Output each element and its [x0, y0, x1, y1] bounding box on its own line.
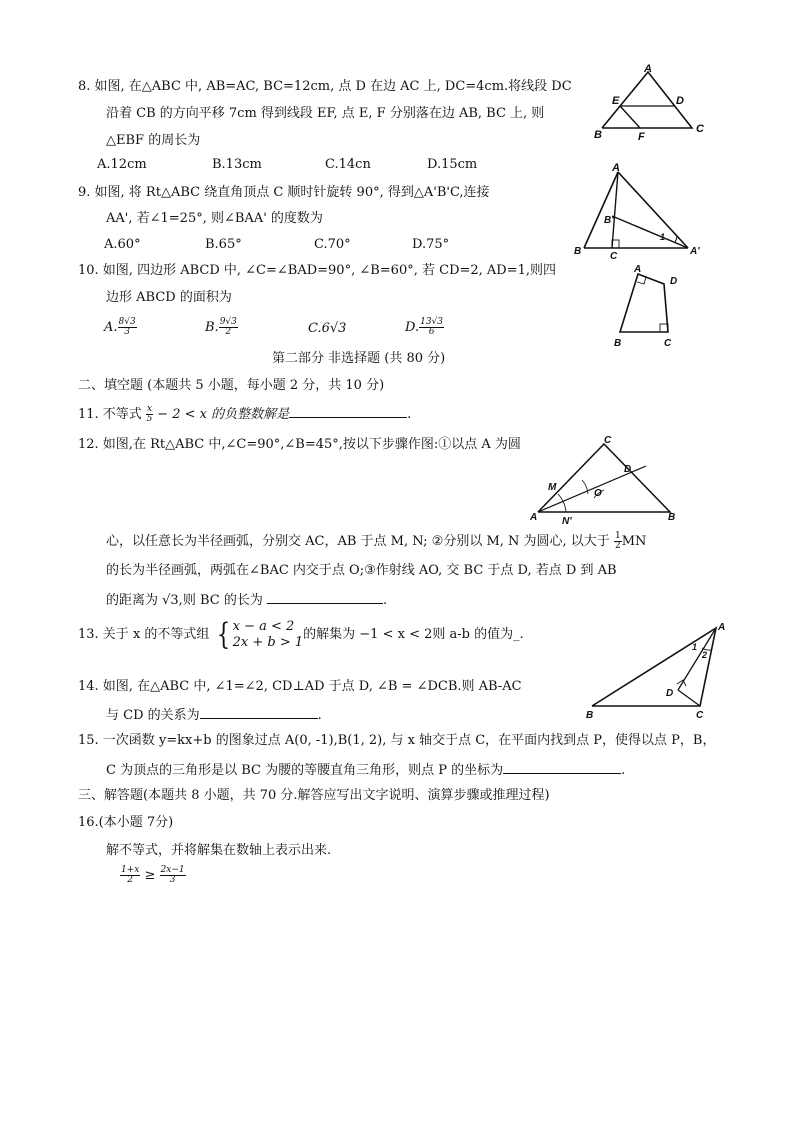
q8-label-f: F [638, 131, 645, 142]
q8-option-c: C.14cn [325, 157, 371, 172]
part2-title: 第二部分 非选择题 (共 80 分) [272, 351, 446, 366]
q12-answer-blank[interactable] [267, 590, 383, 604]
q9-figure [572, 160, 707, 260]
q10-label-a: A [634, 264, 642, 275]
q12-figure [528, 432, 688, 528]
q14-label-b: B [586, 710, 594, 721]
q14-answer-blank[interactable] [200, 705, 318, 719]
q10-line1: 10. 如图, 四边形 ABCD 中, ∠C=∠BAD=90°, ∠B=60°, 若 CD=2, AD=1,则四 [78, 263, 557, 278]
section3-heading: 三、解答题(本题共 8 小题，共 70 分.解答应写出文字说明、演算步骤或推理过程) [78, 788, 550, 803]
q16-instruction: 解不等式，并将解集在数轴上表示出来. [106, 843, 332, 858]
q12-label-d: D [624, 464, 632, 475]
q10-label-b: B [614, 338, 622, 349]
q15-line2: C 为顶点的三角形是以 BC 为腰的等腰直角三角形，则点 P 的坐标为 . [106, 760, 625, 780]
q14-label-angle2: 2 [702, 650, 708, 660]
q14-line1: 14. 如图, 在△ABC 中, ∠1=∠2, CD⊥AD 于点 D, ∠B = ∠DCB.则 AB-AC [78, 679, 522, 694]
q12-line3: 的长为半径画弧，两弧在∠BAC 内交于点 O;③作射线 AO, 交 BC 于点 D, 若点 D 到 AB [106, 563, 617, 578]
q9-option-d: D.75° [412, 237, 450, 252]
q12-label-b: B [668, 512, 676, 523]
q13-system: x − a < 2 2x + b > 1 [232, 618, 304, 650]
q12-label-c: C [604, 435, 612, 446]
q14-label-d: D [666, 688, 674, 699]
q9-label-c: C [610, 251, 618, 260]
q14-label-c: C [696, 710, 704, 721]
q12-label-n: N' [562, 516, 572, 527]
q8-label-c: C [696, 123, 704, 135]
q12-label-m: M [548, 482, 557, 493]
q8-label-a: A [644, 63, 652, 75]
q13-brace: { [216, 616, 230, 652]
q9-option-c: C.70° [314, 237, 351, 252]
q11-answer-blank[interactable] [289, 404, 407, 418]
q10-option-d: D. $\frac{13√3}{6}$ [405, 317, 444, 337]
q10-line2: 边形 ABCD 的面积为 [106, 290, 232, 305]
q10-label-c: C [664, 338, 672, 349]
q10-option-c: C.6√3 [308, 321, 347, 336]
q13-line: 13. 关于 x 的不等式组 { x − a < 2 2x + b > 1 的解集为 −1 < x < 2则 a-b 的值为_. [78, 616, 524, 652]
q12-label-o: O [594, 488, 602, 499]
q14-label-angle1: 1 [692, 642, 698, 652]
q8-line1: 8. 如图, 在△ABC 中, AB=AC, BC=12cm, 点 D 在边 AC 上, DC=4cm.将线段 DC [78, 79, 572, 94]
q8-option-a: A.12cm [97, 157, 147, 172]
q8-line3: △EBF 的周长为 [106, 133, 201, 148]
q9-line2: AA', 若∠1=25°, 则∠BAA' 的度数为 [106, 211, 323, 226]
q8-label-e: E [612, 95, 620, 107]
section2-heading: 二、填空题 (本题共 5 小题，每小题 2 分，共 10 分) [78, 378, 385, 393]
q10-figure [608, 262, 698, 352]
q12-line4: 的距离为 √3,则 BC 的长为 . [106, 590, 387, 610]
q8-label-d: D [676, 95, 684, 107]
q14-line2: 与 CD 的关系为 . [106, 705, 322, 725]
q10-option-a: A. $\frac{8√3}{3}$ [104, 317, 136, 337]
q9-label-b: B [574, 246, 582, 257]
q8-label-b: B [594, 129, 602, 141]
q12-line1: 12. 如图,在 Rt△ABC 中,∠C=90°,∠B=45°,按以下步骤作图:①以点 A 为圆 [78, 437, 521, 452]
q12-line2: 心，以任意长为半径画弧，分别交 AC，AB 于点 M, N; ②分别以 M, N 为圆心, 以大于 $\frac{1}{2}$ MN [106, 531, 647, 551]
q12-label-a: A [530, 512, 538, 523]
q16-title: 16.(本小题 7分) [78, 815, 174, 830]
q9-label-angle1: 1 [660, 232, 666, 242]
q14-label-a: A [718, 622, 726, 633]
q16-inequality: $\frac{1+x}{2}$ ≥ $\frac{2x-1}{3}$ [121, 865, 185, 885]
q9-line1: 9. 如图, 将 Rt△ABC 绕直角顶点 C 顺时针旋转 90°, 得到△A'B'C,连接 [78, 185, 490, 200]
q14-figure [582, 618, 732, 724]
q8-option-b: B.13cm [212, 157, 262, 172]
q9-option-b: B.65° [205, 237, 242, 252]
q11-line: 11. 不等式 $\frac{x}{5}$ − 2 < x 的负整数解是 . [78, 404, 412, 424]
q10-label-d: D [670, 276, 678, 287]
q9-label-a: A [612, 162, 620, 174]
q8-option-d: D.15cm [427, 157, 478, 172]
q8-line2: 沿着 CB 的方向平移 7cm 得到线段 EF, 点 E, F 分别落在边 AB, BC 上, 则 [106, 106, 545, 121]
q15-line1: 15. 一次函数 y=kx+b 的图象过点 A(0, -1),B(1, 2), 与 x 轴交于点 C，在平面内找到点 P，使得以点 P，B， [78, 733, 716, 748]
q9-label-bprime: B' [604, 215, 614, 226]
q15-answer-blank[interactable] [503, 760, 621, 774]
q9-option-a: A.60° [104, 237, 141, 252]
q10-option-b: B. $\frac{9√3}{2}$ [205, 317, 237, 337]
q8-figure [590, 60, 720, 142]
q9-label-aprime: A' [690, 246, 700, 257]
